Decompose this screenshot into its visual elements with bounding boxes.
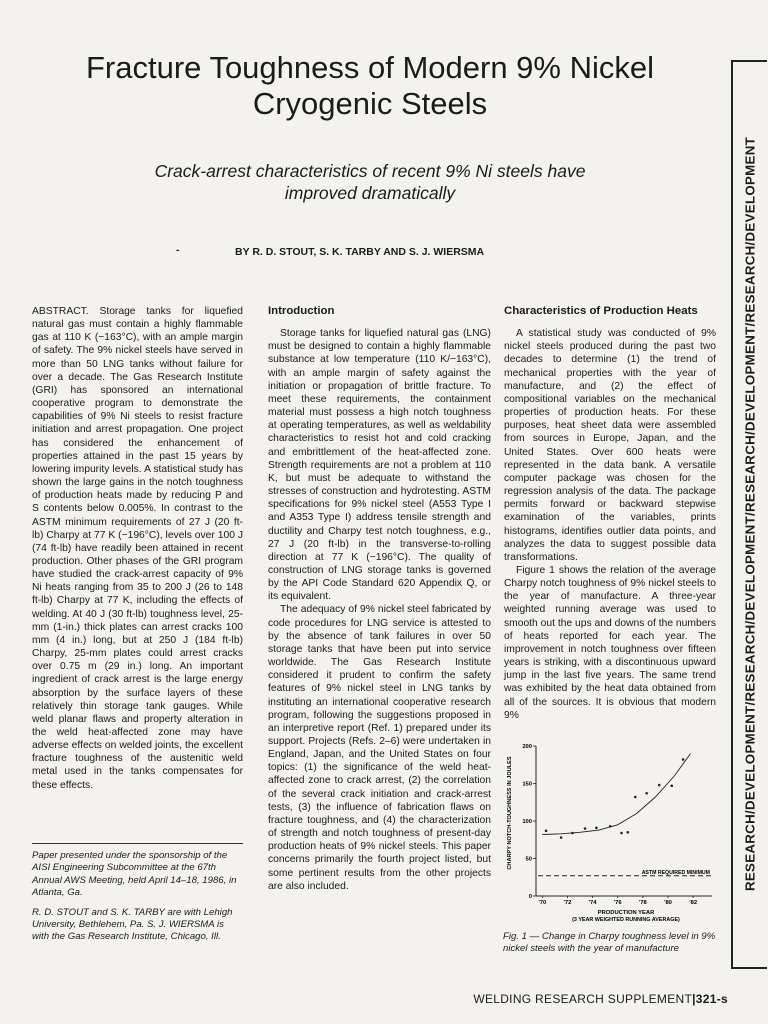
chart-x-tick-label: '76 bbox=[613, 900, 622, 906]
article-subtitle bbox=[100, 160, 640, 204]
characteristics-column bbox=[504, 305, 716, 722]
chart-x-tick-label: '72 bbox=[563, 900, 572, 906]
data-point bbox=[545, 829, 548, 832]
chart-x-axis-label: PRODUCTION YEAR bbox=[597, 910, 655, 916]
astm-minimum-label: ASTM REQUIRED MINIMUM bbox=[641, 869, 710, 876]
subtitle-line-1: Crack-arrest characteristics of recent 9% Ni steels have bbox=[154, 161, 586, 181]
chart-y-tick-label: 150 bbox=[522, 781, 532, 788]
figure-caption: Fig. 1 — Change in Charpy toughness level in 9% nickel steels with the year of manufacture bbox=[503, 931, 716, 955]
byline-dash: - bbox=[176, 244, 180, 256]
abstract-text: ABSTRACT. Storage tanks for liquefied natural gas must contain a highly flammable gas at 110 K (−163°C), with an ample margin of safety. The 9% nickel steels have served in more than 50 LNG tanks without failure for over a decade. The Gas Research Institute (GRI) has sponsored an international cooperative program to demonstrate the capabilities of 9% Ni steels to resist fracture initiation and arrest propagation. One project has considered the enhancement of properties attained in the past 15 years by lowering impurity levels. A statistical study has shown the large gains in the notch toughness of production heats made by reducing P and S contents below 0.005%. In contrast to the ASTM minimum requirements of 27 J (20 ft-lb) Charpy at 77 K (−196°C), levels over 100 J (74 ft-lb) have readily been attained in recent production. Other phases of the GRI program have studied the crack-arrest capacity of 9% Ni heats ranging from 35 to 200 J (26 to 148 ft-lb) Charpy at 77 K, including the effects of welding. At 40 J (30 ft-lb) toughness level, 25-mm (1-in.) thick plates can arrest cracks 100 mm (4 in.) long, but at 250 J (184 ft-lb) Charpy, 25-mm plates could arrest cracks over 0.75 m (29 in.) long. An important ingredient of crack arrest is the large energy absorption by the surface layers of these relatively thin storage tank gauges. While weld planar flaws and property alteration in the weld heat-affected zone may have adverse effects on welded joints, the excellent fracture toughness of the austenitic weld metal used in the tanks compensates for these effects. bbox=[32, 306, 243, 791]
toughness-chart bbox=[500, 738, 720, 923]
data-point bbox=[609, 825, 612, 828]
title-line-1: Fracture Toughness of Modern 9% Nickel bbox=[85, 50, 655, 85]
chart-y-tick-label: 200 bbox=[522, 744, 532, 750]
trend-curve bbox=[542, 754, 690, 835]
article-title bbox=[40, 50, 700, 122]
data-point bbox=[626, 831, 629, 834]
characteristics-heading: Characteristics of Production Heats bbox=[504, 305, 698, 317]
characteristics-paragraph-2: Figure 1 shows the relation of the average Charpy notch toughness of 9% nickel steels to the year of manufacture. A three-year weighted running average was used to smooth out the ups and downs of the numbers of heats reported for each year. The improvement in notch toughness over fifteen years is striking, with a discontinuous upward jump in the last five years. The same trend was exhibited by the heat data obtained from all of the sources. It is obvious that modern 9% bbox=[504, 564, 716, 721]
chart-x-tick-label: '82 bbox=[689, 900, 698, 906]
footer-page-number: 321-s bbox=[695, 992, 728, 1006]
chart-x-tick-label: '74 bbox=[588, 900, 597, 906]
data-point bbox=[571, 832, 574, 835]
title-line-2: Cryogenic Steels bbox=[252, 86, 488, 121]
chart-y-axis-label: CHARPY NOTCH-TOUGHNESS IN JOULES bbox=[507, 756, 513, 870]
data-point bbox=[584, 827, 587, 830]
introduction-paragraph-1: Storage tanks for liquefied natural gas (LNG) must be designed to contain a highly flammable substance at low temperature (110 K/−163°C), with an ample margin of safety against the initiation or propagation of brittle fracture. To meet these requirements, the containment material must possess a high notch toughness at operating temperatures, as well as weldability characteristics to resist hot and cold cracking and embrittlement of the heat-affected zone. Strength requirements are not a problem at 110 K, but must be adequate to withstand the stresses of construction and hydrotesting. ASTM specifications for 9% nickel steel (A553 Type I and A353 Type I) address tensile strength and ductility and Charpy test notch toughness, e.g., 27 J (20 ft-lb) in the transverse-to-rolling direction at 77 K (−196°C). The quality of construction of LNG storage tanks is governed by the API Code Standard 620 Appendix Q, or its equivalent. bbox=[268, 328, 491, 603]
side-banner-text: RESEARCH/DEVELOPMENT/RESEARCH/DEVELOPMENT/RESEARCH/DEVELOPMENT/RESEARCH/DEVELOPMENT bbox=[742, 136, 758, 892]
footnotes bbox=[32, 843, 243, 951]
data-point bbox=[634, 796, 637, 799]
byline-authors: BY R. D. STOUT, S. K. TARBY AND S. J. WIERSMA bbox=[235, 246, 485, 258]
subtitle-line-2: improved dramatically bbox=[284, 183, 456, 203]
data-point bbox=[560, 836, 563, 839]
data-point bbox=[658, 784, 661, 787]
page-footer bbox=[473, 992, 728, 1006]
side-banner bbox=[731, 60, 767, 969]
data-point bbox=[682, 758, 685, 761]
data-point bbox=[670, 784, 673, 787]
data-point bbox=[620, 832, 623, 835]
abstract-column bbox=[32, 305, 243, 792]
chart-y-tick-label: 0 bbox=[528, 894, 532, 900]
chart-x-tick-label: '70 bbox=[538, 900, 547, 906]
chart-y-tick-label: 50 bbox=[525, 856, 532, 863]
introduction-heading: Introduction bbox=[268, 305, 335, 317]
chart-x-axis-sublabel: (3 YEAR WEIGHTED RUNNING AVERAGE) bbox=[572, 917, 680, 923]
chart-x-tick-label: '78 bbox=[638, 900, 647, 906]
footer-journal: WELDING RESEARCH SUPPLEMENT bbox=[473, 992, 693, 1006]
footnote-affiliations: R. D. STOUT and S. K. TARBY are with Lehigh University, Bethlehem, Pa. S. J. WIERSMA is with the Gas Research Institute, Chicago, Ill. bbox=[32, 906, 233, 943]
footnote-sponsorship: Paper presented under the sponsorship of the AISI Engineering Subcommittee at the 67th Annual AWS Meeting, held April 14–18, 1986, in Atlanta, Ga. bbox=[32, 850, 237, 899]
chart-y-tick-label: 100 bbox=[522, 819, 532, 825]
characteristics-paragraph-1: A statistical study was conducted of 9% nickel steels produced during the past two decades to determine (1) the trend of mechanical properties with the year of manufacture, and (2) the effect of compositional variables on the mechanical properties of production heats. For these purposes, heat sheet data were assembled from sources in Europe, Japan, and the United States. Over 600 heats were represented in the data bank. A versatile computer package was chosen for the regression analysis of the data. The package permits forward or backward stepwise examination of the variables, prints histograms, identifies outlier data points, and analyzes the data to suggest possible data transformations. bbox=[504, 328, 716, 563]
data-point bbox=[645, 792, 648, 795]
footer-separator: | bbox=[692, 992, 696, 1006]
introduction-paragraph-2: The adequacy of 9% nickel steel fabricated by code procedures for LNG service is attested to by the absence of tank failures in over 50 storage tanks that have been put into service worldwide. The Gas Research Institute considered it prudent to confirm the safety features of 9% nickel steel in LNG tanks by instituting an international cooperative research program, following the suggestions proposed in an interpretive report (Ref. 1) prepared under its support. Projects (Refs. 2–6) were undertaken in England, Japan, and the United States on four topics: (1) the significance of the weld heat-affected zone to crack arrest, (2) the correlation of the several crack initiation and crack-arrest tests, (3) the influence of fabrication flaws on fracture toughness, and (4) the characterization of strength and notch toughness of present-day production heats of 9% nickel steels. This paper concerns primarily the fourth project listed, but some pertinent results from the other projects are also included. bbox=[268, 604, 491, 892]
data-point bbox=[595, 826, 598, 829]
introduction-column bbox=[268, 305, 491, 893]
chart-x-tick-label: '80 bbox=[664, 900, 672, 906]
